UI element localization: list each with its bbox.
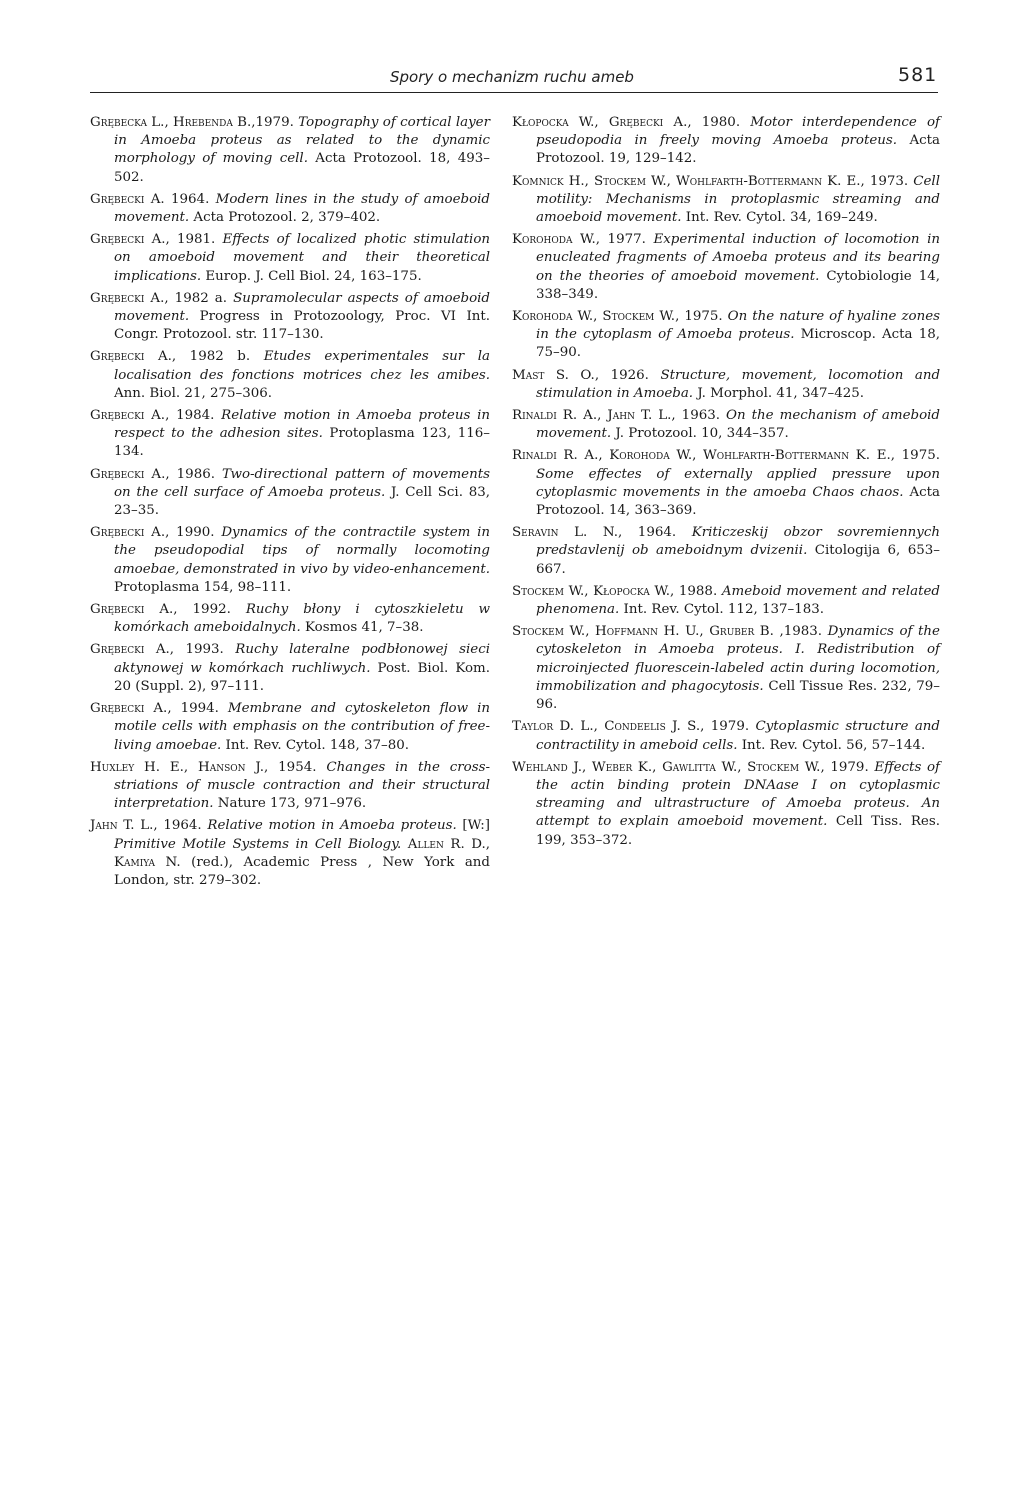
references-right-column bbox=[512, 114, 940, 854]
reference-entry: Korohoda W., Stockem W., 1975. On the nature of hyaline zones in the cytoplasm of Amoeba proteus. Microscop. Acta 18, 75–90. bbox=[512, 309, 941, 361]
reference-entry: Mast S. O., 1926. Structure, movement, locomotion and stimulation in Amoeba. J. Morphol. 41, 347–425. bbox=[512, 367, 941, 401]
reference-entry: Grębecki A., 1982 b. Etudes experimentales sur la localisation des fonctions motrices chez les amibes. Ann. Biol. 21, 275–306. bbox=[90, 349, 490, 401]
running-title: Spory o mechanizm ruchu ameb bbox=[390, 68, 634, 86]
reference-entry: Huxley H. E., Hanson J., 1954. Changes in the cross-striations of muscle contraction and their structural interpretation. Nature 173, 971–976. bbox=[90, 759, 491, 812]
reference-entry: Grębecki A. 1964. Modern lines in the study of amoeboid movement. Acta Protozool. 2, 379–402. bbox=[90, 191, 490, 226]
reference-entry: Grębecki A., 1982 a. Supramolecular aspects of amoeboid movement. Progress in Protozoology, Proc. VI Int. Congr. Protozool. str. 117–130. bbox=[90, 290, 490, 343]
reference-entry: Wehland J., Weber K., Gawlitta W., Stockem W., 1979. Effects of the actin binding protein DNAase I on cytoplasmic streaming and ultrastructure of Amoeba proteus. An attempt to explain amoeboid movement. Cell Tiss. Res. 199, 353–372. bbox=[512, 759, 940, 848]
reference-entry: Grębecki A., 1992. Ruchy błony i cytoszkieletu w komórkach ameboidalnych. Kosmos 41, 7–38. bbox=[90, 602, 490, 636]
reference-entry: Jahn T. L., 1964. Relative motion in Amoeba proteus. [W:] Primitive Motile Systems in Cell Biology. Allen R. D., Kamiya N. (red.), Academic Press , New York and London, str. 279–302. bbox=[90, 818, 491, 888]
header-rule bbox=[90, 92, 938, 93]
reference-entry: Stockem W., Hoffmann H. U., Gruber B. ,1983. Dynamics of the cytoskeleton in Amoeba proteus. I. Redistribution of microinjected fluorescein-labeled actin during locomotion, immobilization and phagocytosis. Cell Tissue Res. 232, 79–96. bbox=[512, 624, 940, 713]
reference-entry: Grębecki A., 1981. Effects of localized photic stimulation on amoeboid movement and their theoretical implications. Europ. J. Cell Biol. 24, 163–175. bbox=[90, 232, 491, 284]
reference-entry: Stockem W., Kłopocka W., 1988. Ameboid movement and related phenomena. Int. Rev. Cytol. 112, 137–183. bbox=[512, 583, 940, 618]
reference-entry: Grębecki A., 1986. Two-directional pattern of movements on the cell surface of Amoeba proteus. J. Cell Sci. 83, 23–35. bbox=[90, 466, 490, 519]
reference-entry: Rinaldi R. A., Jahn T. L., 1963. On the mechanism of ameboid movement. J. Protozool. 10, 344–357. bbox=[512, 408, 941, 442]
reference-entry: Grębecka L., Hrebenda B.,1979. Topography of cortical layer in Amoeba proteus as related to the dynamic morphology of moving cell. Acta Protozool. 18, 493–502. bbox=[90, 115, 491, 185]
reference-entry: Taylor D. L., Condeelis J. S., 1979. Cytoplasmic structure and contractility in ameboid cells. Int. Rev. Cytol. 56, 57–144. bbox=[512, 719, 940, 753]
reference-entry: Grębecki A., 1994. Membrane and cytoskeleton flow in motile cells with emphasis on the contribution of free-living amoebae. Int. Rev. Cytol. 148, 37–80. bbox=[90, 701, 490, 753]
reference-entry: Komnick H., Stockem W., Wohlfarth-Bottermann K. E., 1973. Cell motility: Mechanisms in protoplasmic streaming and amoeboid movement. Int. Rev. Cytol. 34, 169–249. bbox=[512, 173, 941, 226]
reference-entry: Rinaldi R. A., Korohoda W., Wohlfarth-Bottermann K. E., 1975. Some effectes of externally applied pressure upon cytoplasmic movements in the amoeba Chaos chaos. Acta Protozool. 14, 363–369. bbox=[512, 448, 940, 519]
reference-entry: Kłopocka W., Grębecki A., 1980. Motor interdependence of pseudopodia in freely moving Amoeba proteus. Acta Protozool. 19, 129–142. bbox=[512, 115, 940, 167]
page-number: 581 bbox=[898, 64, 938, 86]
reference-entry: Seravin L. N., 1964. Kriticzeskij obzor sovremiennych predstavlenij ob ameboidnym dvizenii. Citologija 6, 653–667. bbox=[512, 525, 940, 577]
reference-entry: Grębecki A., 1990. Dynamics of the contractile system in the pseudopodial tips of normally locomoting amoebae, demonstrated in vivo by video-enhancement. Protoplasma 154, 98–111. bbox=[90, 525, 491, 595]
reference-entry: Grębecki A., 1984. Relative motion in Amoeba proteus in respect to the adhesion sites. Protoplasma 123, 116–134. bbox=[90, 408, 491, 460]
reference-entry: Grębecki A., 1993. Ruchy lateralne podbłonowej sieci aktynowej w komórkach ruchliwych. Post. Biol. Kom. 20 (Suppl. 2), 97–111. bbox=[90, 642, 490, 694]
references-left-column bbox=[90, 114, 490, 894]
reference-entry: Korohoda W., 1977. Experimental induction of locomotion in enucleated fragments of Amoeba proteus and its bearing on the theories of amoeboid movement. Cytobiologie 14, 338–349. bbox=[512, 232, 940, 302]
